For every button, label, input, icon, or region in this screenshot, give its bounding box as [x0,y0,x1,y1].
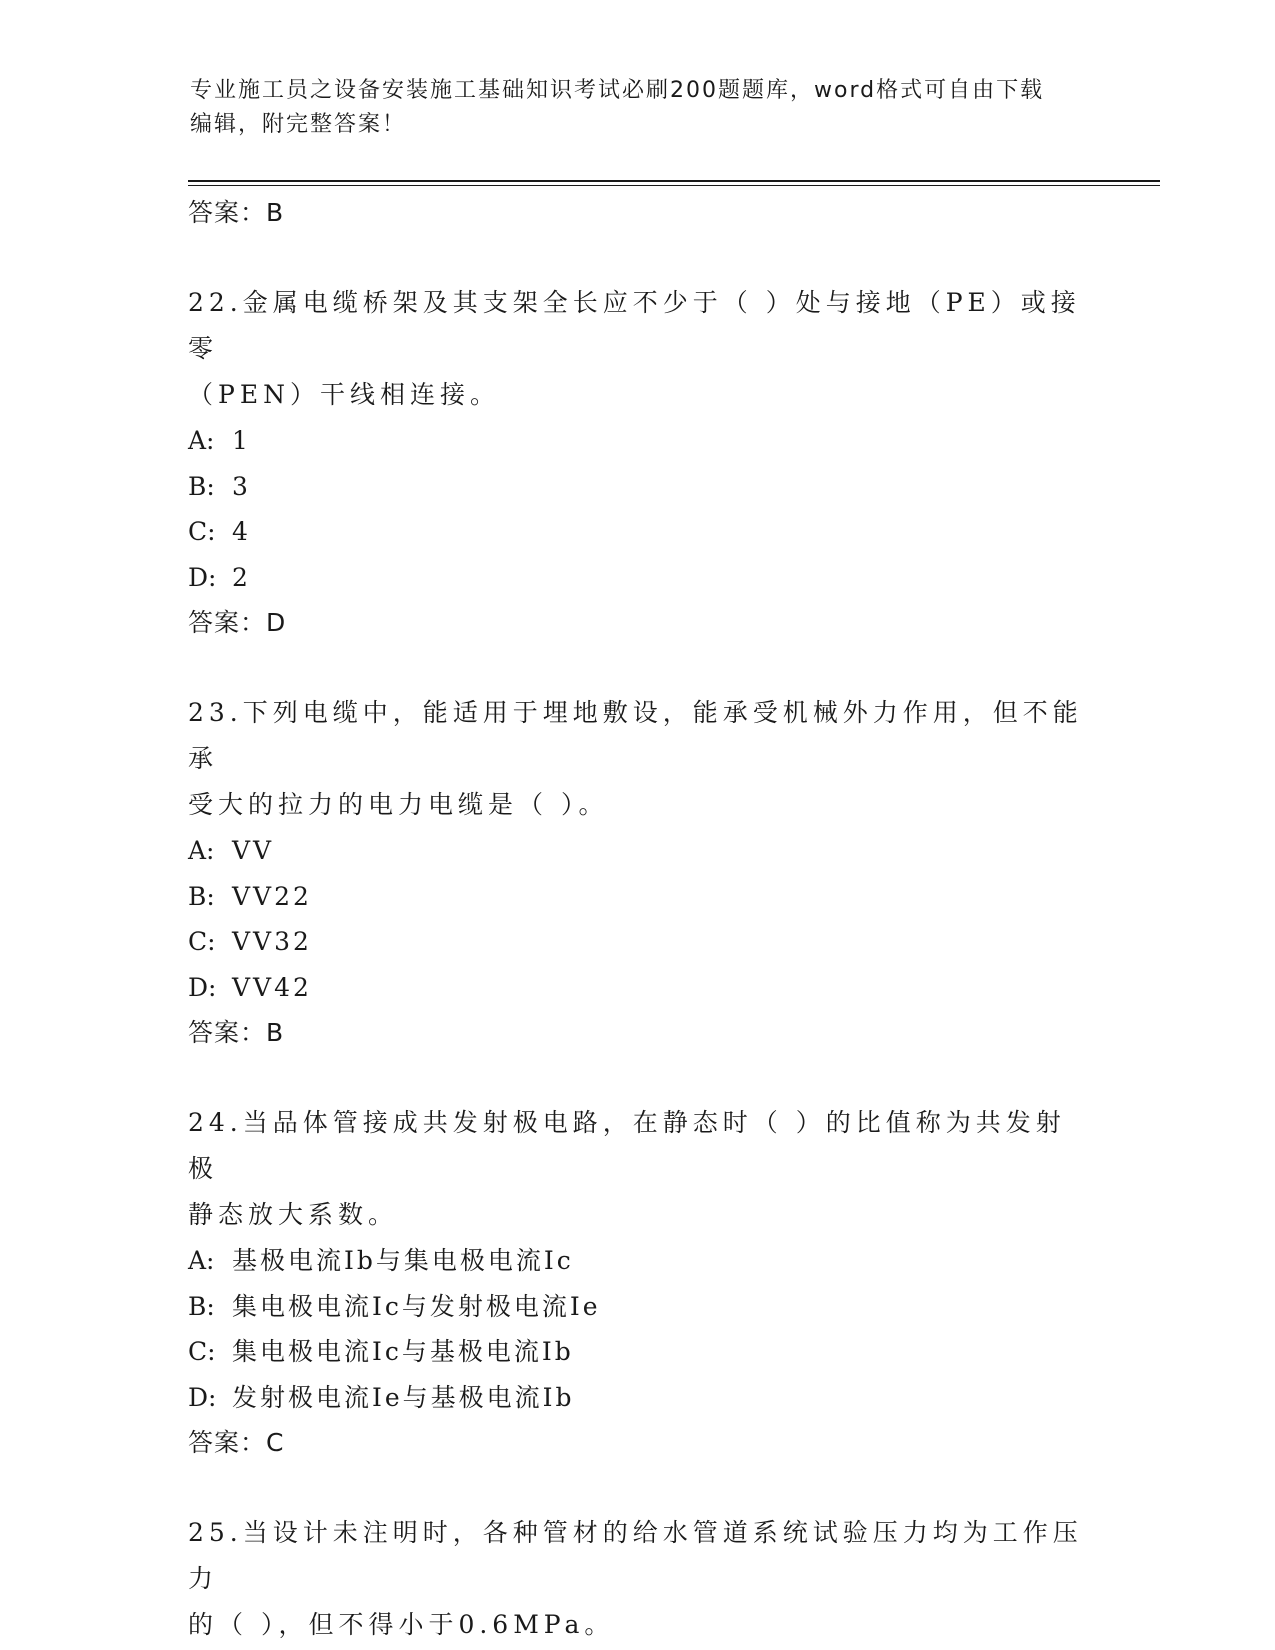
option-letter: D: [188,972,217,1002]
document-body [188,190,1088,1648]
question-stem [188,280,1088,418]
option-text: 3 [232,471,251,501]
option-c [188,509,1088,555]
option-text: VV [232,836,275,865]
option-letter: D: [188,1382,217,1412]
option-letter: B: [188,881,215,911]
option-b [188,874,1088,920]
question-stem-line: 受大的拉力的电力电缆是（ ）。 [188,790,609,819]
option-letter: C: [188,517,216,546]
question-stem-line: 22.金属电缆桥架及其支架全长应不少于（ ）处与接地（PE）或接零 [188,288,1081,363]
answer-label: 答案：B [188,1018,285,1047]
question-stem [188,1100,1088,1238]
option-text: VV32 [232,927,312,956]
option-text: 1 [232,426,251,455]
option-d [188,965,1088,1011]
question-24 [188,1100,1088,1466]
option-text: 4 [232,517,251,546]
option-text: VV22 [232,881,312,911]
option-c [188,1329,1088,1375]
question-stem-line: 25.当设计未注明时，各种管材的给水管道系统试验压力均为工作压力 [188,1518,1083,1593]
question-stem-line: 静态放大系数。 [188,1200,399,1229]
option-letter: B: [188,1291,215,1321]
question-stem-line: 的（ ），但不得小于0.6MPa。 [188,1610,615,1639]
option-text: 发射极电流Ie与基极电流Ib [232,1382,575,1412]
question-stem [188,1510,1088,1648]
question-stem [188,690,1088,828]
option-c [188,919,1088,965]
header-divider-thin [188,185,1160,186]
option-letter: A: [188,1246,215,1275]
header-line-2: 编辑，附完整答案！ [190,112,407,137]
header-divider-thick [188,180,1160,182]
answer-label: 答案：B [188,198,285,227]
option-b [188,464,1088,510]
option-text: 基极电流Ib与集电极电流Ic [232,1246,574,1275]
option-text: 集电极电流Ic与基极电流Ib [232,1337,574,1366]
option-letter: D: [188,562,217,592]
answer-label: 答案：C [188,1428,285,1457]
option-b [188,1284,1088,1330]
option-letter: A: [188,426,215,455]
answer-label: 答案：D [188,608,287,637]
option-letter: B: [188,471,215,501]
option-d [188,1375,1088,1421]
option-a [188,1238,1088,1284]
option-a [188,418,1088,464]
option-a [188,828,1088,874]
option-d [188,555,1088,601]
option-text: 2 [232,562,251,592]
document-header [190,74,1090,142]
option-text: 集电极电流Ic与发射极电流Ie [232,1291,601,1321]
question-stem-line: 24.当品体管接成共发射极电路，在静态时（ ）的比值称为共发射极 [188,1108,1066,1183]
option-letter: A: [188,836,215,865]
question-22 [188,280,1088,646]
option-letter: C: [188,927,216,956]
option-text: VV42 [232,972,312,1002]
option-letter: C: [188,1337,216,1366]
question-23 [188,690,1088,1056]
question-stem-line: （PEN）干线相连接。 [188,380,500,409]
question-stem-line: 23.下列电缆中，能适用于埋地敷设，能承受机械外力作用，但不能承 [188,698,1083,773]
question-25 [188,1510,1088,1648]
header-line-1: 专业施工员之设备安装施工基础知识考试必刷200题题库，word格式可自由下载 [190,78,1045,103]
